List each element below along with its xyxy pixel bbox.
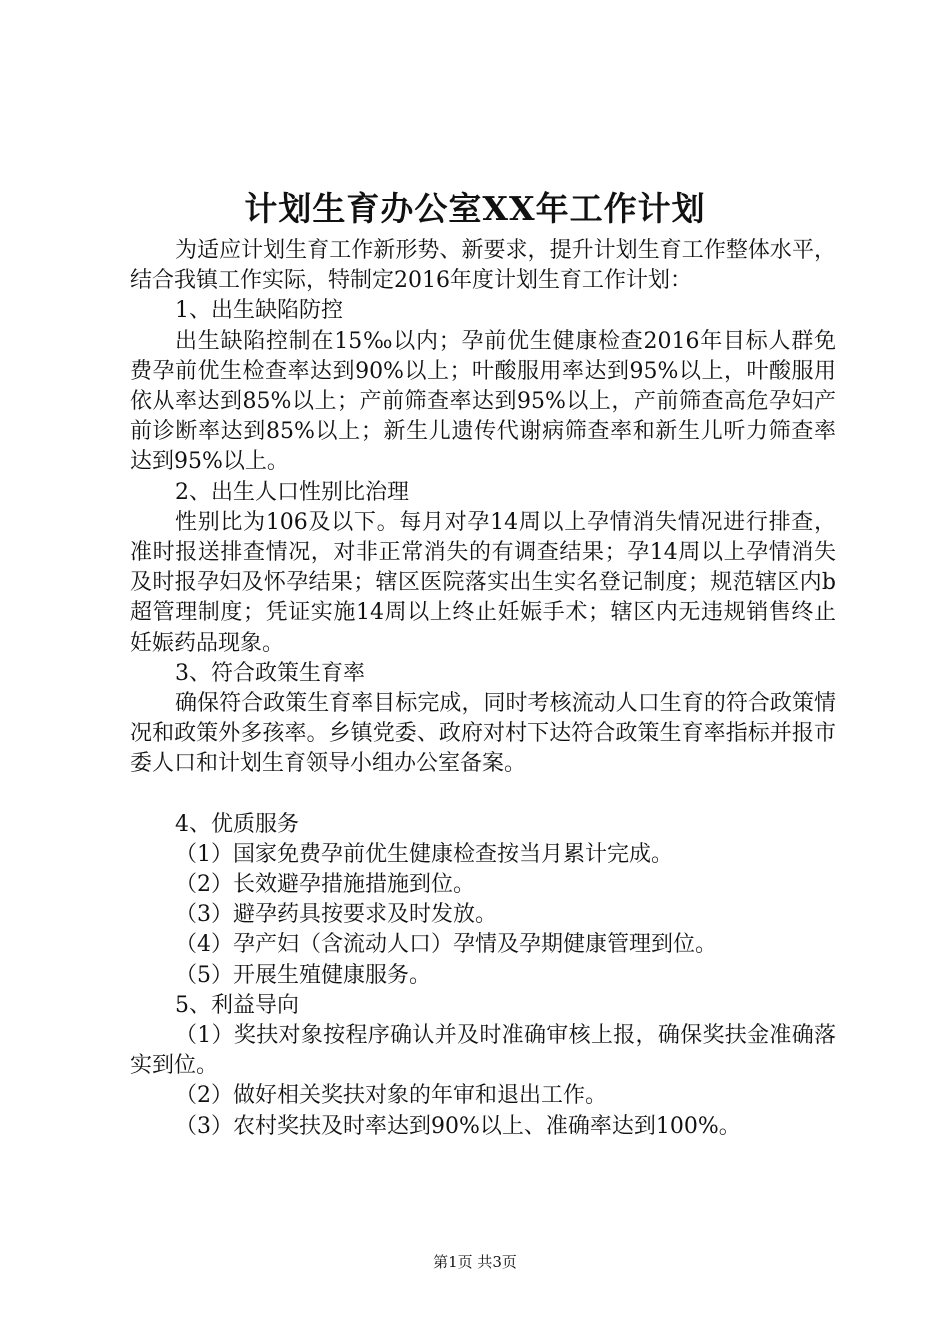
section-heading-policy-birth-rate: 3、符合政策生育率 [175, 660, 365, 686]
page-number-footer: 第1页 共3页 [433, 1253, 517, 1271]
list-item: （3）避孕药具按要求及时发放。 [175, 902, 497, 928]
section-heading-benefit-guidance: 5、利益导向 [175, 992, 299, 1018]
list-item: （1）国家免费孕前优生健康检查按当月累计完成。 [175, 841, 673, 867]
intro-paragraph: 为适应计划生育工作新形势、新要求，提升计划生育工作整体水平，结合我镇工作实际，特制定2016年度计划生育工作计划： [130, 238, 836, 294]
document-title: 计划生育办公室XX年工作计划 [244, 189, 706, 228]
list-item: （3）农村奖扶及时率达到90%以上、准确率达到100%。 [175, 1113, 741, 1139]
section-heading-quality-service: 4、优质服务 [175, 811, 299, 837]
list-item: （2）做好相关奖扶对象的年审和退出工作。 [175, 1083, 607, 1109]
list-item: （2）长效避孕措施措施到位。 [175, 872, 475, 898]
section-text-birth-defects: 出生缺陷控制在15‰以内；孕前优生健康检查2016年目标人群免费孕前优生检查率达到90%以上；叶酸服用率达到95%以上，叶酸服用依从率达到85%以上；产前筛查率达到95%以上，产前筛查高危孕妇产前诊断率达到85%以上；新生儿遗传代谢病筛查率和新生儿听力筛查率达到95%以上。 [130, 328, 836, 475]
list-item: （5）开展生殖健康服务。 [175, 962, 431, 988]
section-text-policy-birth-rate: 确保符合政策生育率目标完成，同时考核流动人口生育的符合政策情况和政策外多孩率。乡镇党委、政府对村下达符合政策生育率指标并报市委人口和计划生育领导小组办公室备案。 [130, 691, 836, 777]
document-body [130, 236, 836, 1142]
section-heading-sex-ratio: 2、出生人口性别比治理 [175, 479, 409, 505]
list-item: （1）奖扶对象按程序确认并及时准确审核上报，确保奖扶金准确落实到位。 [130, 1023, 836, 1079]
list-item: （4）孕产妇（含流动人口）孕情及孕期健康管理到位。 [175, 932, 717, 958]
paragraph-spacer [130, 780, 836, 810]
section-text-sex-ratio: 性别比为106及以下。每月对孕14周以上孕情消失情况进行排查，准时报送排查情况，对非正常消失的有调查结果；孕14周以上孕情消失及时报孕妇及怀孕结果；辖区医院落实出生实名登记制度；规范辖区内b超管理制度；凭证实施14周以上终止妊娠手术；辖区内无违规销售终止妊娠药品现象。 [130, 509, 836, 656]
section-heading-birth-defects: 1、出生缺陷防控 [175, 298, 343, 324]
